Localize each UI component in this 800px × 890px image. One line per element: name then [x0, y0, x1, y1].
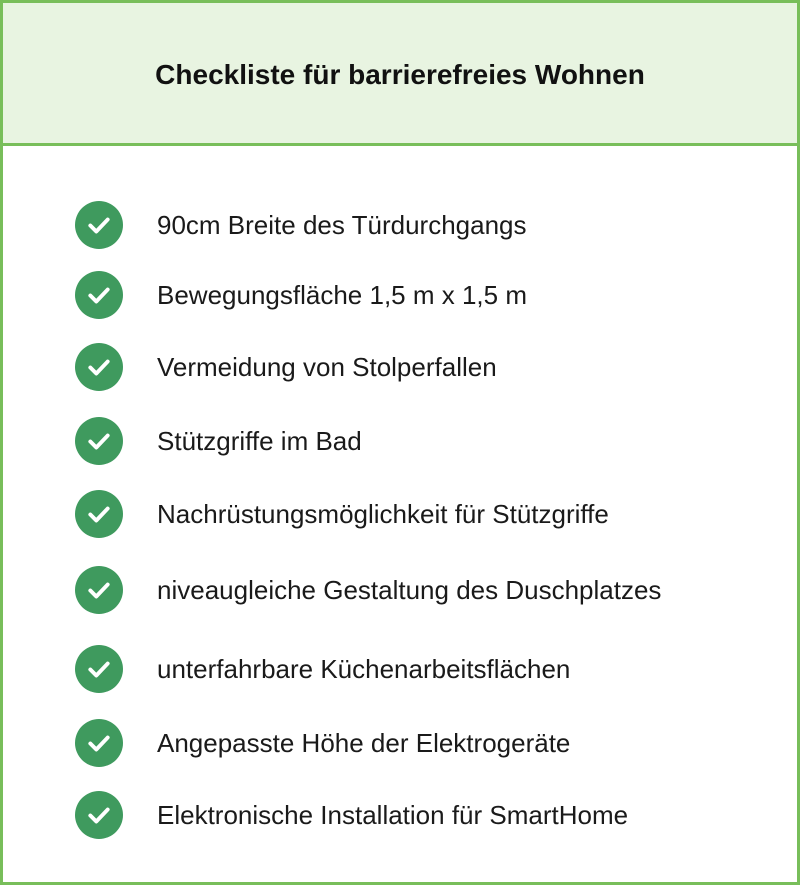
checklist-title: Checkliste für barrierefreies Wohnen — [155, 59, 645, 90]
check-circle-icon — [75, 791, 123, 839]
checklist-item — [75, 489, 609, 539]
checklist-item-label: Stützgriffe im Bad — [157, 425, 362, 456]
checklist-item-label: Vermeidung von Stolperfallen — [157, 351, 497, 382]
check-circle-icon — [75, 566, 123, 614]
checklist-item-label: Elektronische Installation für SmartHome — [157, 799, 629, 830]
check-circle-icon — [75, 343, 123, 391]
check-circle-icon — [75, 201, 123, 249]
checklist-item — [75, 200, 527, 250]
checklist-item — [75, 644, 570, 694]
checklist-item-label: 90cm Breite des Türdurchgangs — [157, 209, 527, 240]
checklist-item — [75, 416, 362, 466]
checklist-item — [75, 565, 661, 615]
checklist-item — [75, 790, 628, 840]
check-circle-icon — [75, 417, 123, 465]
check-circle-icon — [75, 490, 123, 538]
checklist-item-label: Nachrüstungsmöglichkeit für Stützgriffe — [157, 498, 609, 529]
checklist-item-label: niveaugleiche Gestaltung des Duschplatzes — [157, 574, 662, 605]
checklist-item — [75, 270, 527, 320]
check-circle-icon — [75, 645, 123, 693]
checklist-item-label: Angepasste Höhe der Elektrogeräte — [157, 727, 571, 758]
checklist-item-label: unterfahrbare Küchenarbeitsflächen — [157, 653, 571, 684]
checklist — [3, 3, 797, 882]
check-circle-icon — [75, 271, 123, 319]
checklist-item — [75, 718, 570, 768]
check-circle-icon — [75, 719, 123, 767]
checklist-item — [75, 342, 497, 392]
checklist-item-label: Bewegungsfläche 1,5 m x 1,5 m — [157, 279, 527, 310]
